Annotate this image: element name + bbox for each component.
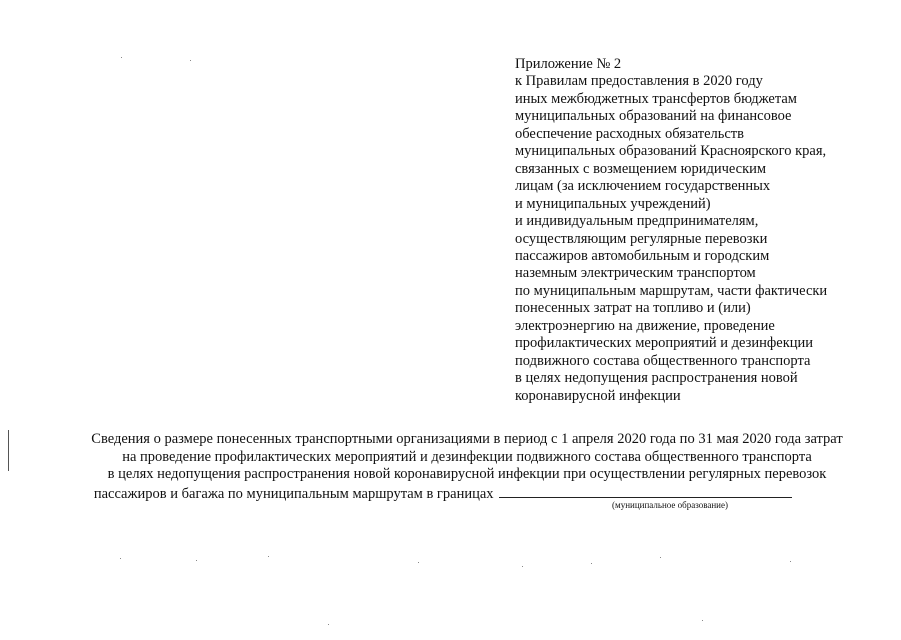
appendix-line: электроэнергию на движение, проведение [515, 317, 775, 334]
scan-speck [328, 624, 329, 625]
scan-speck [660, 557, 661, 558]
appendix-line: лицам (за исключением государственных [515, 178, 771, 195]
scan-speck [268, 556, 269, 557]
appendix-line: иных межбюджетных трансфертов бюджетам [515, 90, 797, 107]
scan-speck [120, 558, 121, 559]
document-heading [0, 431, 901, 503]
appendix-line: и индивидуальным предпринимателям, [515, 213, 759, 230]
scan-speck [190, 60, 191, 61]
appendix-line: пассажиров автомобильным и городским [515, 247, 770, 264]
appendix-line: связанных с возмещением юридическим [515, 160, 767, 177]
scan-speck [790, 561, 791, 562]
appendix-line: профилактических мероприятий и дезинфекции [515, 335, 814, 352]
appendix-line: коронавирусной инфекции [515, 387, 681, 404]
municipality-blank-field[interactable] [499, 484, 792, 498]
appendix-line: муниципальных образований на финансовое [515, 108, 792, 125]
appendix-line: наземным электрическим транспортом [515, 265, 756, 282]
appendix-line: и муниципальных учреждений) [515, 195, 711, 212]
heading-line: на проведение профилактических мероприятий и дезинфекции подвижного состава общественного транспорта [122, 448, 812, 465]
heading-last-line [0, 484, 901, 504]
appendix-title: Приложение № 2 [515, 56, 622, 72]
scan-speck [522, 566, 523, 567]
scan-speck [196, 560, 197, 561]
scan-speck [702, 620, 703, 621]
scan-speck [418, 562, 419, 563]
appendix-line: обеспечение расходных обязательств [515, 125, 744, 142]
appendix-line: в целях недопущения распространения новой [515, 370, 798, 387]
heading-last-line-text: пассажиров и багажа по муниципальным маршрутам в границах [93, 485, 494, 502]
scan-speck [591, 563, 592, 564]
heading-line: Сведения о размере понесенных транспортными организациями в период с 1 апреля 2020 года по 31 мая 2020 года затрат [91, 431, 843, 447]
appendix-line: подвижного состава общественного транспорта [515, 352, 811, 369]
appendix-line: понесенных затрат на топливо и (или) [515, 300, 751, 317]
appendix-line: по муниципальным маршрутам, части фактически [515, 282, 828, 299]
municipality-field-caption: (муниципальное образование) [612, 500, 728, 510]
scan-speck [121, 57, 122, 58]
appendix-line: к Правилам предоставления в 2020 году [515, 73, 763, 90]
appendix-note [515, 56, 865, 405]
appendix-line: осуществляющим регулярные перевозки [515, 230, 768, 247]
appendix-line: муниципальных образований Красноярского края, [515, 143, 827, 160]
heading-line: в целях недопущения распространения новой коронавирусной инфекции при осуществлении регулярных перевозок [107, 466, 827, 483]
